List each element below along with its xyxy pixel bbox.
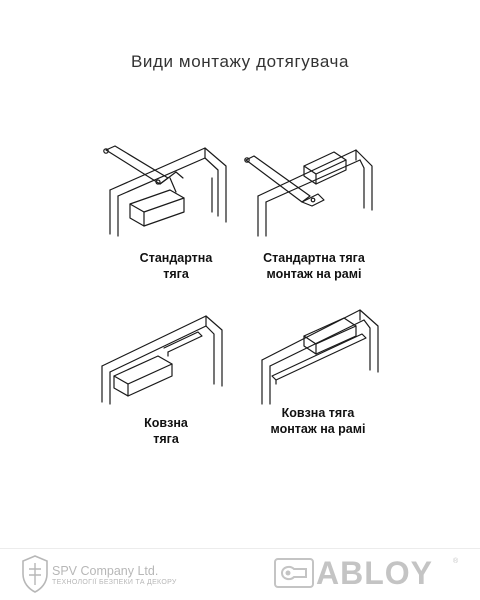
company-tagline: ТЕХНОЛОГІЇ БЕЗПЕКИ ТА ДЕКОРУ: [52, 579, 177, 586]
spv-company-block: [52, 564, 177, 587]
caption-standard-arm-frame-line2: монтаж на рамі: [266, 267, 362, 281]
caption-slide-track-frame: [218, 405, 418, 437]
spv-shield-icon: [20, 554, 50, 594]
company-name: SPV Company Ltd.: [52, 564, 159, 578]
caption-slide-track-line1: Ковзна: [144, 416, 188, 430]
door-frame-slide-frame: [262, 310, 378, 404]
caption-standard-arm-line1: Стандартна: [139, 251, 213, 265]
registered-mark: ®: [453, 558, 459, 565]
caption-slide-track-frame-line2: монтаж на рамі: [270, 422, 366, 436]
caption-standard-arm-frame-line1: Стандартна тяга: [263, 251, 365, 265]
abloy-key-icon: [274, 558, 314, 588]
caption-standard-arm-line2: тяга: [163, 267, 189, 281]
brand-wordmark: ABLOY: [316, 555, 433, 591]
footer-divider: [0, 548, 480, 549]
caption-slide-track-frame-line1: Ковзна тяга: [281, 406, 355, 420]
caption-slide-track-line2: тяга: [153, 432, 179, 446]
caption-standard-arm-frame: [214, 250, 414, 282]
page-title: Види монтажу дотягувача: [130, 52, 350, 71]
